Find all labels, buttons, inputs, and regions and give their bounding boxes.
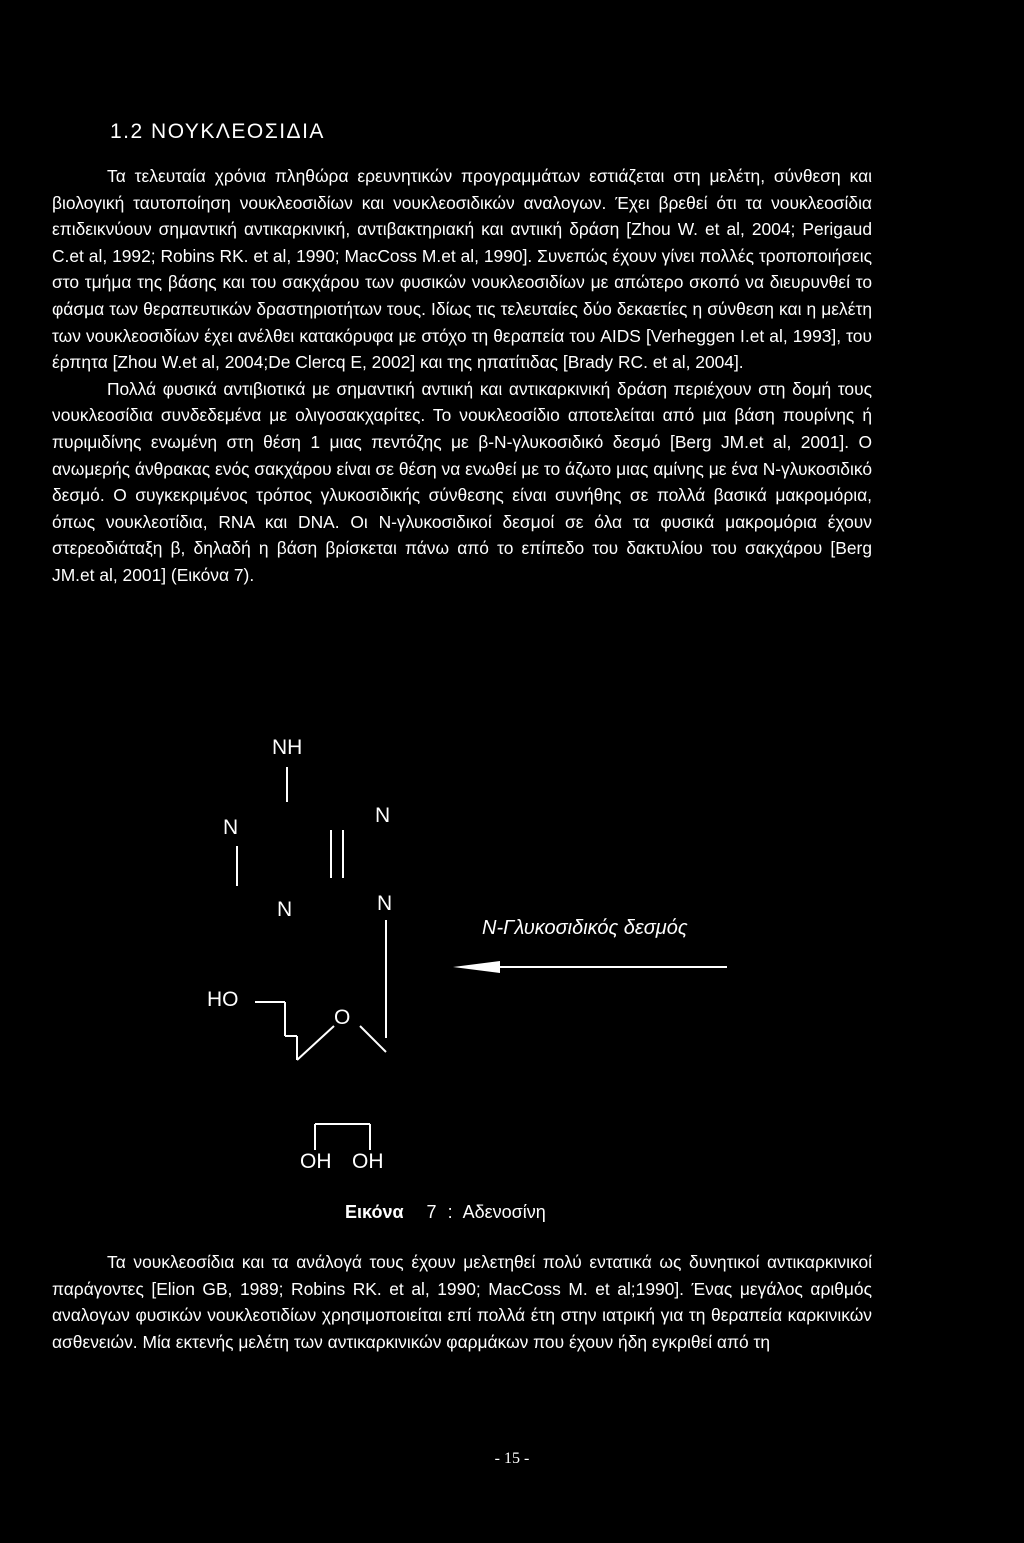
figure-caption	[345, 1200, 546, 1224]
paragraph-3-container	[52, 1249, 872, 1355]
atom-n-mid-left: N	[277, 898, 293, 921]
atom-oh-left: OH	[300, 1150, 332, 1173]
caption-number: 7	[426, 1202, 437, 1222]
atom-n-top-right: N	[375, 804, 391, 827]
paragraph-3: Τα νουκλεοσίδια και τα ανάλογά τους έχουν μελετηθεί πολύ εντατικά ως δυνητικοί αντικαρκινικοί παράγοντες [Elion GB, 1989; Robins RK. et al, 1990; MacCoss M. et al;1990]. Ένας μεγάλος αριθμός αναλογων φυσικών νουκλεοτιδίων χρησιμοποιείται επί πολλά έτη στην ιατρική για τη θεραπεία καρκινικών ασθενειών. Μία εκτενής μελέτη των αντικαρκινικών φαρμάκων που έχουν ήδη εγκριθεί από τη	[52, 1252, 872, 1352]
caption-separator: :	[447, 1202, 453, 1222]
bond-ring-o-left	[297, 1026, 334, 1060]
paragraph-1: Τα τελευταία χρόνια πληθώρα ερευνητικών προγραμμάτων εστιάζεται στη μελέτη, σύνθεση και βιολογική ταυτοποίηση νουκλεοσιδίων και νουκλεοσιδικών αναλογων. Έχει βρεθεί ότι τα νουκλεοσίδια επιδεικνύουν σημαντική αντικαρκινική, αντιβακτηριακή και αντιική δράση [Zhou W. et al, 2004; Perigaud C.et al, 1992; Robins RK. et al, 1990; MacCoss M.et al, 1990]. Συνεπώς έχουν γίνει πολλές τροποποιήσεις στο τμήμα της βάσης και του σακχάρου των φυσικών νουκλεοσιδίων με απώτερο σκοπό να διευρυνθεί το φάσμα των θεραπευτικών δραστηριοτήτων τους. Ιδίως τις τελευταίες δύο δεκαετίες η σύνθεση και η μελέτη των νουκλεοσιδίων έχει ανέλθει κατακόρυφα με στόχο τη θεραπεία του AIDS [Verheggen I.et al, 1993], του έρπητα [Zhou W.et al, 2004;De Clercq E, 2002] και της ηπατίτιδας [Brady RC. et al, 2004].	[52, 166, 872, 373]
arrow-head	[453, 961, 500, 973]
atom-ho: HO	[207, 988, 239, 1011]
atom-n-top-left: N	[223, 816, 239, 839]
glycosidic-bond-label: Ν-Γλυκοσιδικός δεσμός	[482, 917, 688, 939]
paragraph-2: Πολλά φυσικά αντιβιοτικά με σημαντική αντιική και αντικαρκινική δράση περιέχουν στη δομή τους νουκλεοσίδια συνδεδεμένα με ολιγοσακχαρίτες. Το νουκλεοσίδιο αποτελείται από μια βάση πουρίνης ή πυριμιδίνης ενωμένη στη θέση 1 μιας πεντόζης με β-Ν-γλυκοσιδικό δεσμό [Berg JM.et al, 2001]. Ο ανωμερής άνθρακας ενός σακχάρου είναι σε θέση να ενωθεί με το άζωτο μιας αμίνης με ένα Ν-γλυκοσιδικό δεσμό. Ο συγκεκριμένος τρόπος γλυκοσιδικής σύνθεσης είναι συνήθης σε πολλά βασικά μακρομόρια, όπως νουκλεοτίδια, RNA και DNA. Οι Ν-γλυκοσιδικοί δεσμοί σε όλα τα φυσικά μακρομόρια έχουν στερεοδιάταξη β, δηλαδή η βάση βρίσκεται πάνω από το επίπεδο του δακτυλίου του σακχάρου [Berg JM.et al, 2001] (Εικόνα 7).	[52, 378, 872, 585]
bond-ring-o-right	[360, 1026, 386, 1052]
page-number: - 15 -	[494, 1450, 530, 1467]
atom-nh2: NH	[272, 736, 303, 759]
document-body	[52, 118, 872, 589]
adenosine-figure	[0, 730, 1024, 1250]
atom-o-ring: O	[334, 1006, 351, 1029]
caption-word: Εικόνα	[345, 1202, 404, 1222]
caption-name: Αδενοσίνη	[462, 1202, 546, 1222]
atom-n-mid-right: N	[377, 892, 393, 915]
section-heading: 1.2 ΝΟΥΚΛΕΟΣΙΔΙΑ	[110, 120, 325, 143]
atom-oh-right: OH	[352, 1150, 384, 1173]
adenosine-structure-drawing	[0, 730, 1024, 1250]
